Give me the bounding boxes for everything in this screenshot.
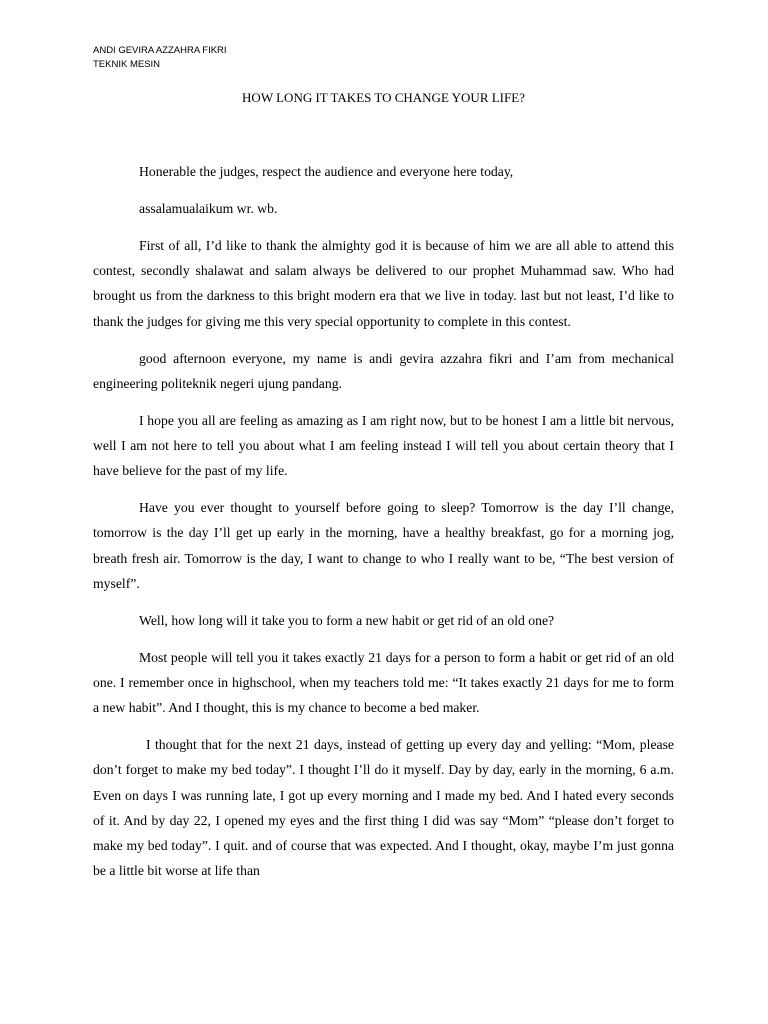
document-body bbox=[93, 159, 674, 895]
document-title: HOW LONG IT TAKES TO CHANGE YOUR LIFE? bbox=[242, 90, 525, 105]
paragraph-bed-story: I thought that for the next 21 days, instead of getting up every day and yelling: “Mom, please don’t forget to make my bed today”. I thought I’ll do it myself. Day by day, early in the morning, 6 a.m. Even on days I was running late, I got up every morning and I made my bed. And I hated every seconds of it. And by day 22, I opened my eyes and the first thing I did was say “Mom” “please don’t forget to make my bed today”. I quit. and of course that was expected. And I thought, okay, maybe I’m just gonna be a little bit worse at life than bbox=[93, 737, 674, 879]
author-name: ANDI GEVIRA AZZAHRA FIKRI bbox=[93, 45, 227, 56]
author-header bbox=[93, 44, 227, 72]
paragraph-greeting: Honerable the judges, respect the audience and everyone here today, bbox=[139, 164, 514, 179]
author-department: TEKNIK MESIN bbox=[93, 59, 161, 70]
paragraph-introduction: good afternoon everyone, my name is andi gevira azzahra fikri and I’am from mechanical engineering politeknik negeri ujung pandang. bbox=[93, 350, 674, 391]
paragraph-question: Have you ever thought to yourself before going to sleep? Tomorrow is the day I’ll change, tomorrow is the day I’ll get up early in the morning, have a healthy breakfast, go for a morning jog, breath fresh air. Tomorrow is the day, I want to change to who I really want to be, “The best version of myself”. bbox=[93, 500, 674, 591]
paragraph-feeling: I hope you all are feeling as amazing as I am right now, but to be honest I am a little bit nervous, well I am not here to tell you about what I am feeling instead I will tell you about certain theory that I have believe for the past of my life. bbox=[93, 412, 674, 479]
paragraph-thanks: First of all, I’d like to thank the almighty god it is because of him we are all able to attend this contest, secondly shalawat and salam always be delivered to our prophet Muhammad saw. Who had brought us from the darkness to this bright modern era that we live in today. last but not least, I’d like to thank the judges for giving me this very special opportunity to complete in this contest. bbox=[93, 238, 674, 329]
paragraph-salam: assalamualaikum wr. wb. bbox=[139, 201, 278, 216]
paragraph-habit-question: Well, how long will it take you to form a new habit or get rid of an old one? bbox=[139, 612, 555, 628]
paragraph-21-days: Most people will tell you it takes exactly 21 days for a person to form a habit or get rid of an old one. I remember once in highschool, when my teachers told me: “It takes exactly 21 days for me to form a new habit”. And I thought, this is my chance to become a bed maker. bbox=[93, 649, 674, 716]
